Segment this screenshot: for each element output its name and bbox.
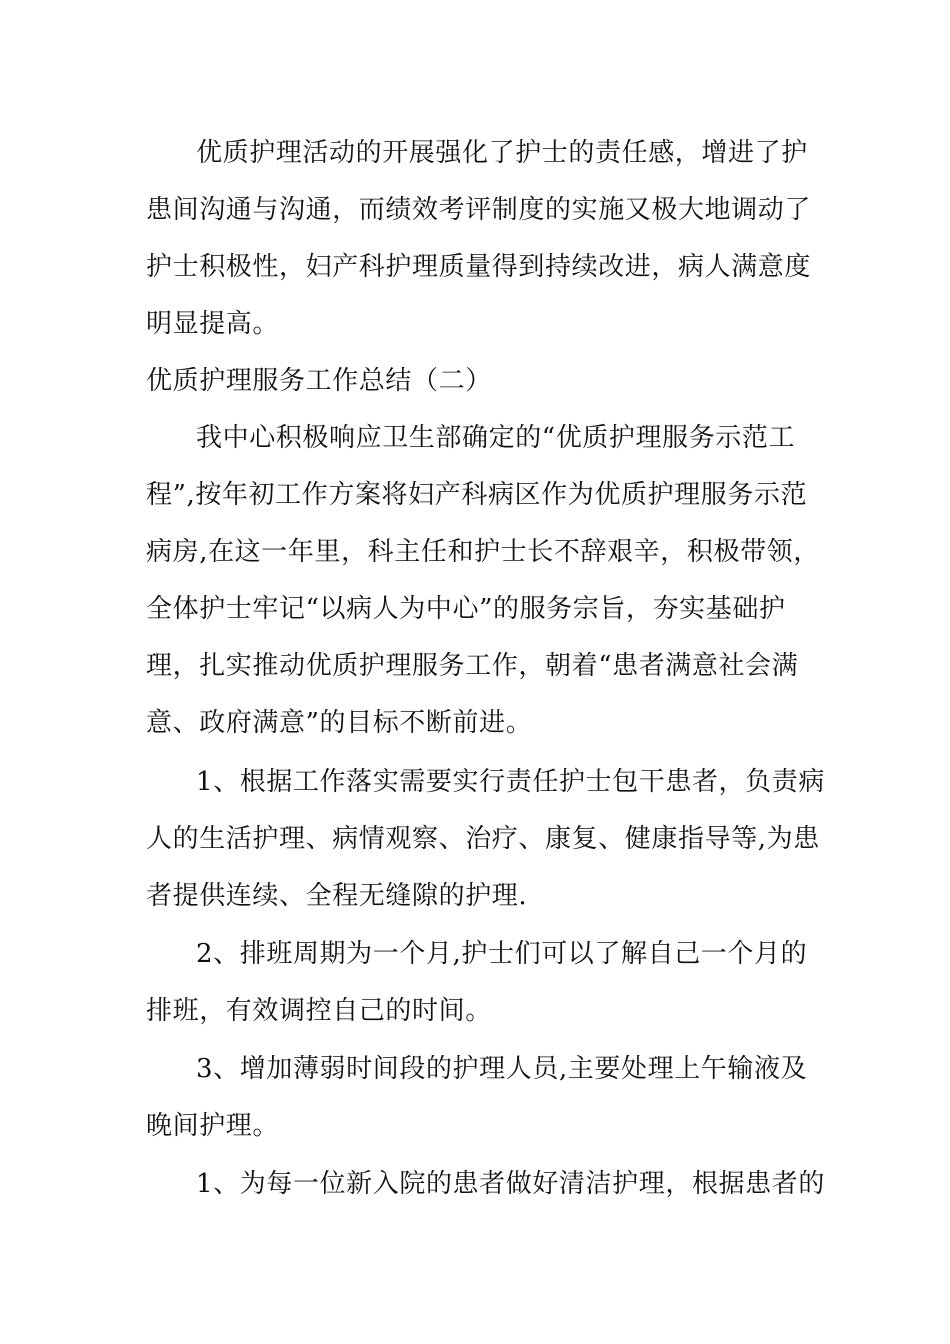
paragraph-line: 优质护理活动的开展强化了护士的责任感，增进了护 — [196, 138, 808, 168]
paragraph-line: 病房,在这一年里，科主任和护士长不辞艰辛，积极带领， — [146, 537, 820, 567]
paragraph-line: 1、为每一位新入院的患者做好清洁护理，根据患者的 — [196, 1169, 825, 1199]
paragraph-line: 1、根据工作落实需要实行责任护士包干患者，负责病 — [196, 767, 825, 797]
paragraph-line: 护士积极性，妇产科护理质量得到持续改进，病人满意度 — [146, 252, 812, 282]
paragraph-line: 2、排班周期为一个月,护士们可以了解自己一个月的 — [196, 939, 808, 969]
paragraph-line: 3、增加薄弱时间段的护理人员,主要处理上午输液及 — [196, 1054, 808, 1084]
paragraph-line: 者提供连续、全程无缝隙的护理. — [146, 881, 528, 911]
paragraph-line: 我中心积极响应卫生部确定的“优质护理服务示范工 — [196, 423, 796, 453]
paragraph-line: 程”,按年初工作方案将妇产科病区作为优质护理服务示范 — [146, 480, 808, 510]
section-heading: 优质护理服务工作总结（二） — [146, 366, 492, 396]
paragraph-line: 意、政府满意”的目标不断前进。 — [146, 708, 533, 738]
paragraph-line: 理，扎实推动优质护理服务工作，朝着“患者满意社会满 — [146, 651, 799, 681]
paragraph-line: 晚间护理。 — [146, 1111, 280, 1141]
paragraph-line: 排班，有效调控自己的时间。 — [146, 996, 492, 1026]
paragraph-line: 人的生活护理、病情观察、治疗、康复、健康指导等,为患 — [146, 824, 820, 854]
paragraph-line: 全体护士牢记“以病人为中心”的服务宗旨，夯实基础护 — [146, 594, 786, 624]
paragraph-line: 明显提高。 — [146, 309, 280, 339]
paragraph-line: 患间沟通与沟通，而绩效考评制度的实施又极大地调动了 — [146, 195, 812, 225]
